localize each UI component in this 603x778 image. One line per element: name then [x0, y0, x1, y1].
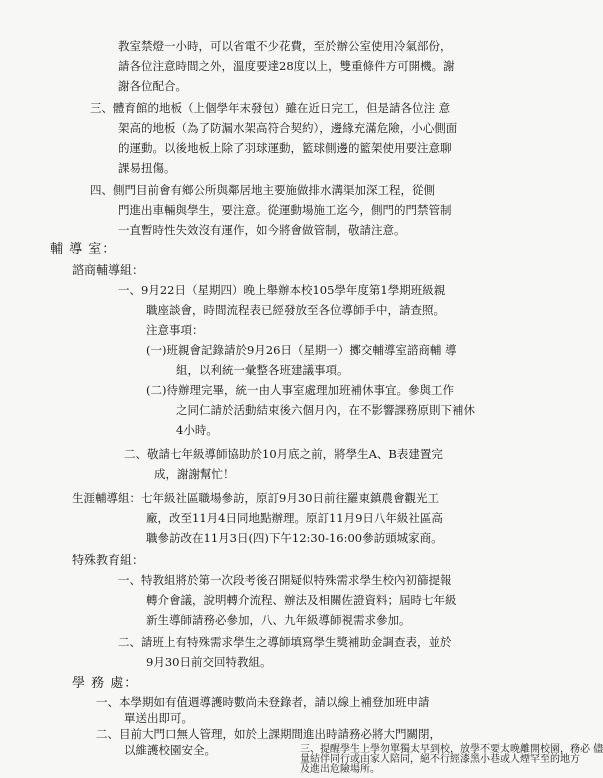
item-one-line: 一、本學期如有值週導護時數尚未登錄者，請以線上補登加班申請: [96, 695, 430, 709]
item-one-line: 一、特教組將於第一次段考後召開疑似特殊需求學生校內初篩提報: [118, 573, 452, 587]
paragraph-line: 職座談會，時間流程表已經發放至各位導師手中，請查照。: [146, 303, 445, 317]
item-one-line: 一、9月22日（星期四）晚上舉辦本校105學年度第1學期班級親: [118, 283, 446, 297]
note-one-line: (一)班親會記錄請於9月26日（星期一）擲交輔導室諮商輔 導: [146, 343, 457, 357]
item-three-line: 三、體育館的地板（上個學年末發包）雖在近日完工，但是請各位注 意: [90, 101, 451, 115]
paragraph-line: 轉介會議，說明轉介流程、辦法及相關佐證資料；屆時七年級: [146, 593, 457, 607]
paragraph-line: 以維護校園安全。: [124, 743, 216, 757]
item-two-line: 二、請班上有特殊需求學生之導師填寫學生獎補助金調查表，並於: [118, 635, 452, 649]
paragraph-line: 單送出即可。: [124, 711, 193, 725]
paragraph-line: 4小時。: [176, 423, 218, 437]
paragraph-line: 量結伴同行或由家人陪同，絕不行經漆黑小巷或人煙罕至的地方: [300, 754, 580, 765]
paragraph-line: 請各位注意時間之外，溫度要達28度以上，雙重條件方可開機。謝: [118, 59, 455, 73]
notes-heading: 注意事項：: [146, 323, 204, 337]
paragraph-line: 及進出危險場所。: [300, 764, 380, 775]
paragraph-line: 成，謝謝幫忙！: [154, 467, 235, 481]
item-two-line: 二、敬請七年級導師協助於10月底之前，將學生A、B表建置完: [124, 447, 443, 461]
paragraph-line: 9月30日前交回特教組。: [146, 655, 272, 669]
paragraph-line: 組，以利統一彙整各班建議事項。: [176, 363, 349, 377]
paragraph-line: 門進出車輛與學生，要注意。從運動場施工迄今，側門的門禁管制: [118, 203, 452, 217]
subsection-heading-counseling: 諮商輔導組：: [72, 263, 145, 277]
paragraph-line: 新生導師請務必參加，八、九年級導師視需求參加。: [146, 613, 411, 627]
career-guidance-line: 生涯輔導組：七年級社區職場參訪，原訂9月30日前往羅東鎮農會觀光工: [72, 491, 439, 505]
paragraph-line: 課易扭傷。: [118, 161, 176, 175]
paragraph-line: 的運動。以後地板上除了羽球運動，籃球側邊的籃架使用要注意聊: [118, 141, 452, 155]
paragraph-line: 謝各位配合。: [118, 79, 187, 93]
paragraph-line: 廠，改至11月4日同地點辦理。原訂11月9日八年級社區高: [146, 511, 443, 525]
section-heading-guidance: 輔 導 室：: [50, 242, 117, 257]
section-heading-student-affairs: 學 務 處：: [72, 676, 139, 691]
paragraph-line: 職參訪改在11月3日(四)下午12:30-16:00參訪頭城家商。: [146, 531, 443, 545]
item-four-line: 四、側門目前會有鄉公所與鄰居地主要施做排水溝渠加深工程，從側: [90, 183, 435, 197]
paragraph-line: 一直暫時性失效沒有運作，如今將會做管制，敬請注意。: [118, 223, 406, 237]
item-three-line: 三、提醒學生上學勿單獨太早到校，放學不要太晚離開校園，務必 儘: [300, 744, 603, 755]
paragraph-line: 教室禁燈一小時，可以省電不少花費，至於辦公室使用冷氣部份，: [118, 39, 452, 53]
subsection-heading-special-education: 特殊教育組：: [72, 553, 145, 567]
item-two-line: 二、目前大門口無人管理，如於上課期間進出時請務必將大門關閉，: [96, 727, 441, 741]
note-two-line: (二)待辦理完畢，統一由人事室處理加班補休事宜。參與工作: [146, 383, 454, 397]
paragraph-line: 架高的地板（為了防漏水架高符合契約），邊緣充滿危險，小心側面: [118, 121, 458, 135]
paragraph-line: 之同仁請於活動結束後六個月內，在不影響課務原則下補休: [176, 403, 475, 417]
